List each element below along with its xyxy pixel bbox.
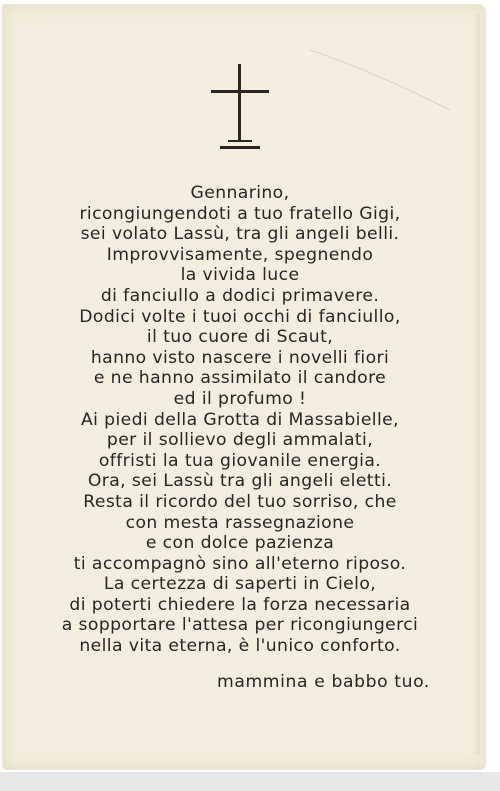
- poem-line: ricongiungendoti a tuo fratello Gigi,: [79, 203, 401, 224]
- poem-line: Gennarino,: [190, 183, 290, 203]
- paper-crease: [300, 40, 460, 120]
- poem-line: Ai piedi della Grotta di Massabielle,: [80, 409, 400, 430]
- poem-line: il tuo cuore di Scaut,: [146, 327, 334, 348]
- poem-line: per il sollievo degli ammalati,: [106, 430, 374, 451]
- poem-line: ti accompagnò sino all'eterno riposo.: [73, 553, 407, 574]
- poem-line: ed il profumo !: [173, 388, 307, 409]
- poem-line: a sopportare l'attesa per ricongiungerci: [61, 615, 419, 636]
- card-shadow-edge: [472, 14, 480, 754]
- poem-line: La certezza di saperti in Cielo,: [103, 574, 377, 595]
- cross-icon: [210, 64, 270, 154]
- poem-line: offristi la tua giovanile energia.: [98, 450, 382, 471]
- poem-line: la vivida luce: [180, 265, 300, 286]
- poem-line: di fanciullo a dodici primavere.: [100, 285, 380, 306]
- poem-line: con mesta rassegnazione: [125, 512, 355, 533]
- poem-line: hanno visto nascere i novelli fiori: [90, 347, 390, 368]
- poem-line: e con dolce pazienza: [145, 533, 335, 554]
- poem-line: sei volato Lassù, tra gli angeli belli.: [80, 224, 400, 245]
- poem-line: Improvvisamente, spegnendo: [106, 244, 374, 265]
- poem-line: nella vita eterna, è l'unico conforto.: [79, 636, 401, 657]
- scan-background: [0, 772, 500, 791]
- poem-line: e ne hanno assimilato il candore: [93, 368, 387, 389]
- poem-line: Resta il ricordo del tuo sorriso, che: [83, 491, 397, 512]
- poem-line: di poterti chiedere la forza necessaria: [69, 594, 411, 615]
- poem-text: [30, 183, 450, 657]
- signature-line: mammina e babbo tuo.: [216, 672, 430, 692]
- poem-line: Ora, sei Lassù tra gli angeli eletti.: [87, 471, 393, 492]
- poem-line: Dodici volte i tuoi occhi di fanciullo,: [79, 306, 401, 327]
